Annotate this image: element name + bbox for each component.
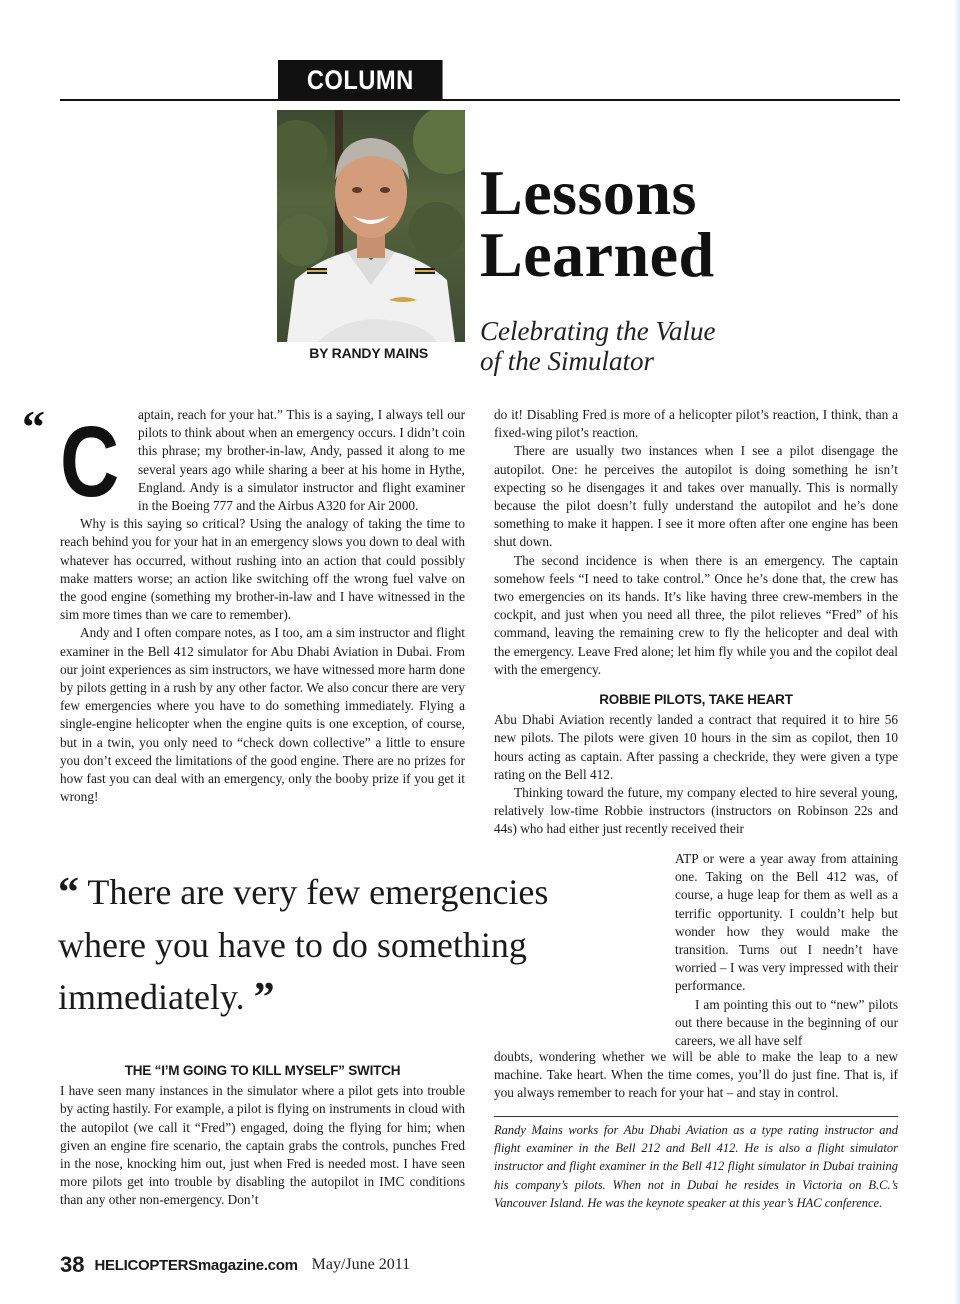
right-paragraph-2: There are usually two instances when I see a pilot disengage the autopilot. One: he perceives the autopilot is doing something he isn’t expecting so he disengages it and takes over manually. This is normally because the pilot doesn’t fully understand the autopilot and he’s done something to make it happen. I see it more often after one engine has been shut down. — [494, 443, 898, 550]
byline: BY RANDY MAINS — [309, 345, 428, 361]
author-photo — [277, 110, 465, 342]
deck — [480, 316, 820, 376]
intro-column — [22, 401, 465, 806]
robbie-paragraph-3-cont: doubts, wondering whether we will be able to make the leap to a new machine. Take heart. When the time comes, you’ll do just fine. That is, if you always remember to reach for your hat – and stay in control. — [494, 1049, 898, 1101]
author-bio: Randy Mains works for Abu Dhabi Aviation as a type rating instructor and flight examiner in the Bell 212 and Bell 412. He is also a flight simulator instructor and flight examiner in the Bell 412 flight simulator in Dubai training his company’s pilots. When not in Dubai he resides in Victoria on B.C.’s Vancouver Island. He was the keynote speaker at this year’s HAC conference. — [494, 1123, 898, 1210]
deck-line2: of the Simulator — [480, 346, 654, 376]
drop-cap: C — [60, 406, 120, 518]
pull-quote — [58, 866, 618, 1024]
robbie-paragraph-1: Abu Dhabi Aviation recently landed a contract that required it to hire 56 new pilots. The pilots were given 10 hours in the sim as copilot, then 10 hours acting as captain. After passing a checkride, they were given a type rating on the Bell 412. — [494, 712, 898, 782]
robbie-paragraph-2-cont: ATP or were a year away from attaining one. Taking on the Bell 412 was, of course, a huge leap for them as well as a terrific opportunity. I couldn’t help but wonder how they would make the transition. Turns out I needn’t have worried – I was very impressed with their performance. — [675, 851, 898, 994]
page-footer — [60, 1252, 410, 1278]
headline — [480, 157, 840, 290]
issue-date: May/June 2011 — [311, 1256, 411, 1273]
page-number: 38 — [60, 1252, 85, 1277]
pull-quote-open-mark: “ — [58, 870, 79, 916]
bio-rule — [494, 1116, 898, 1117]
right-column — [494, 406, 898, 839]
pull-quote-text: There are very few emergencies where you have to do something immediately. — [58, 872, 549, 1017]
right-paragraph-3: The second incidence is when there is an emergency. The captain somehow feels “I need to take control.” Once he’s done that, the crew has two emergencies on its hands. It’s like having three crew-members in the cockpit, and just when you need all three, the pilot relieves “Fred” of his command, leaving the remaining crew to fly the helicopter and deal with the emergency. Leave Fred alone; let him fly while you and the copilot deal with the emergency. — [494, 552, 898, 677]
robbie-heading: ROBBIE PILOTS, TAKE HEART — [599, 692, 793, 708]
headline-line2: Learned — [480, 219, 715, 290]
robbie-paragraph-2: Thinking toward the future, my company elected to hire several young, relatively low-time Robbie instructors (instructors on Robinson 22s and 44s) who had either just recently received their — [494, 785, 898, 837]
wrapped-column — [675, 850, 898, 1050]
switch-column — [60, 1062, 465, 1210]
intro-paragraph-1: aptain, reach for your hat.” This is a saying, I always tell our pilots to think about when an emergency occurs. I didn’t coin this phrase; my brother-in-law, Andy, passed it along to me several years ago while sharing a beer at his home in Hythe, England. Andy is a simulator instructor and flight examiner in the Boeing 777 and the Airbus A320 for Air 2000. — [138, 407, 465, 514]
intro-paragraph-2: Why is this saying so critical? Using the analogy of taking the time to reach behind you for your hat in an emergency slows you down to deal with whatever has occurred, without rushing into an action that could possibly make matters worse; an action like switching off the wrong fuel valve on the good engine (something my brother-in-law and I have witnessed in the sim more times than we care to remember). — [60, 516, 465, 623]
opening-quote-mark: “ — [22, 401, 45, 452]
switch-paragraph-1: I have seen many instances in the simulator where a pilot gets into trouble by acting hastily. For example, a pilot is flying on instruments in cloud with the autopilot (we call it “Fred”) engaged, doing the flying for him; when given an engine fire scenario, the captain grabs the controls, punches Fred in the nose, knocking him out, just when Fred is needed most. I have seen more pilots get into trouble by disabling the autopilot in IMC conditions than any other non-emergency. Don’t — [60, 1083, 465, 1208]
magazine-site: HELICOPTERSmagazine.com — [94, 1256, 298, 1274]
right-column-bottom — [494, 1048, 898, 1103]
robbie-paragraph-3: I am pointing this out to “new” pilots out there because in the beginning of our careers, we all have self — [675, 996, 898, 1049]
pull-quote-close-mark: ” — [253, 975, 275, 1021]
deck-line1: Celebrating the Value — [480, 316, 716, 346]
right-paragraph-1: do it! Disabling Fred is more of a helicopter pilot’s reaction, I think, than a fixed-wing pilot’s reaction. — [494, 407, 898, 441]
page-edge-strip — [954, 0, 960, 1304]
drop-cap-block — [22, 401, 132, 518]
section-tab: COLUMN — [278, 60, 443, 100]
switch-heading: THE “I’M GOING TO KILL MYSELF” SWITCH — [124, 1063, 401, 1078]
header-rule — [60, 99, 900, 101]
intro-paragraph-3: Andy and I often compare notes, as I too, am a sim instructor and flight examiner in the Bell 412 simulator for Abu Dhabi Aviation in Dubai. From our joint experiences as sim instructors, we have witnessed more harm done by pilots getting in a rush by any other factor. We also concur there are very few emergencies where you have to do something immediately. Flying a single-engine helicopter when the engine quits is one exception, of course, but in a twin, you only need to “check down collective” a little to ensure you don’t exceed the limitations of the good engine. There are no prizes for how fast you can deal with an emergency, only the booby prize if you get it wrong! — [60, 625, 465, 805]
headline-line1: Lessons — [480, 157, 697, 228]
